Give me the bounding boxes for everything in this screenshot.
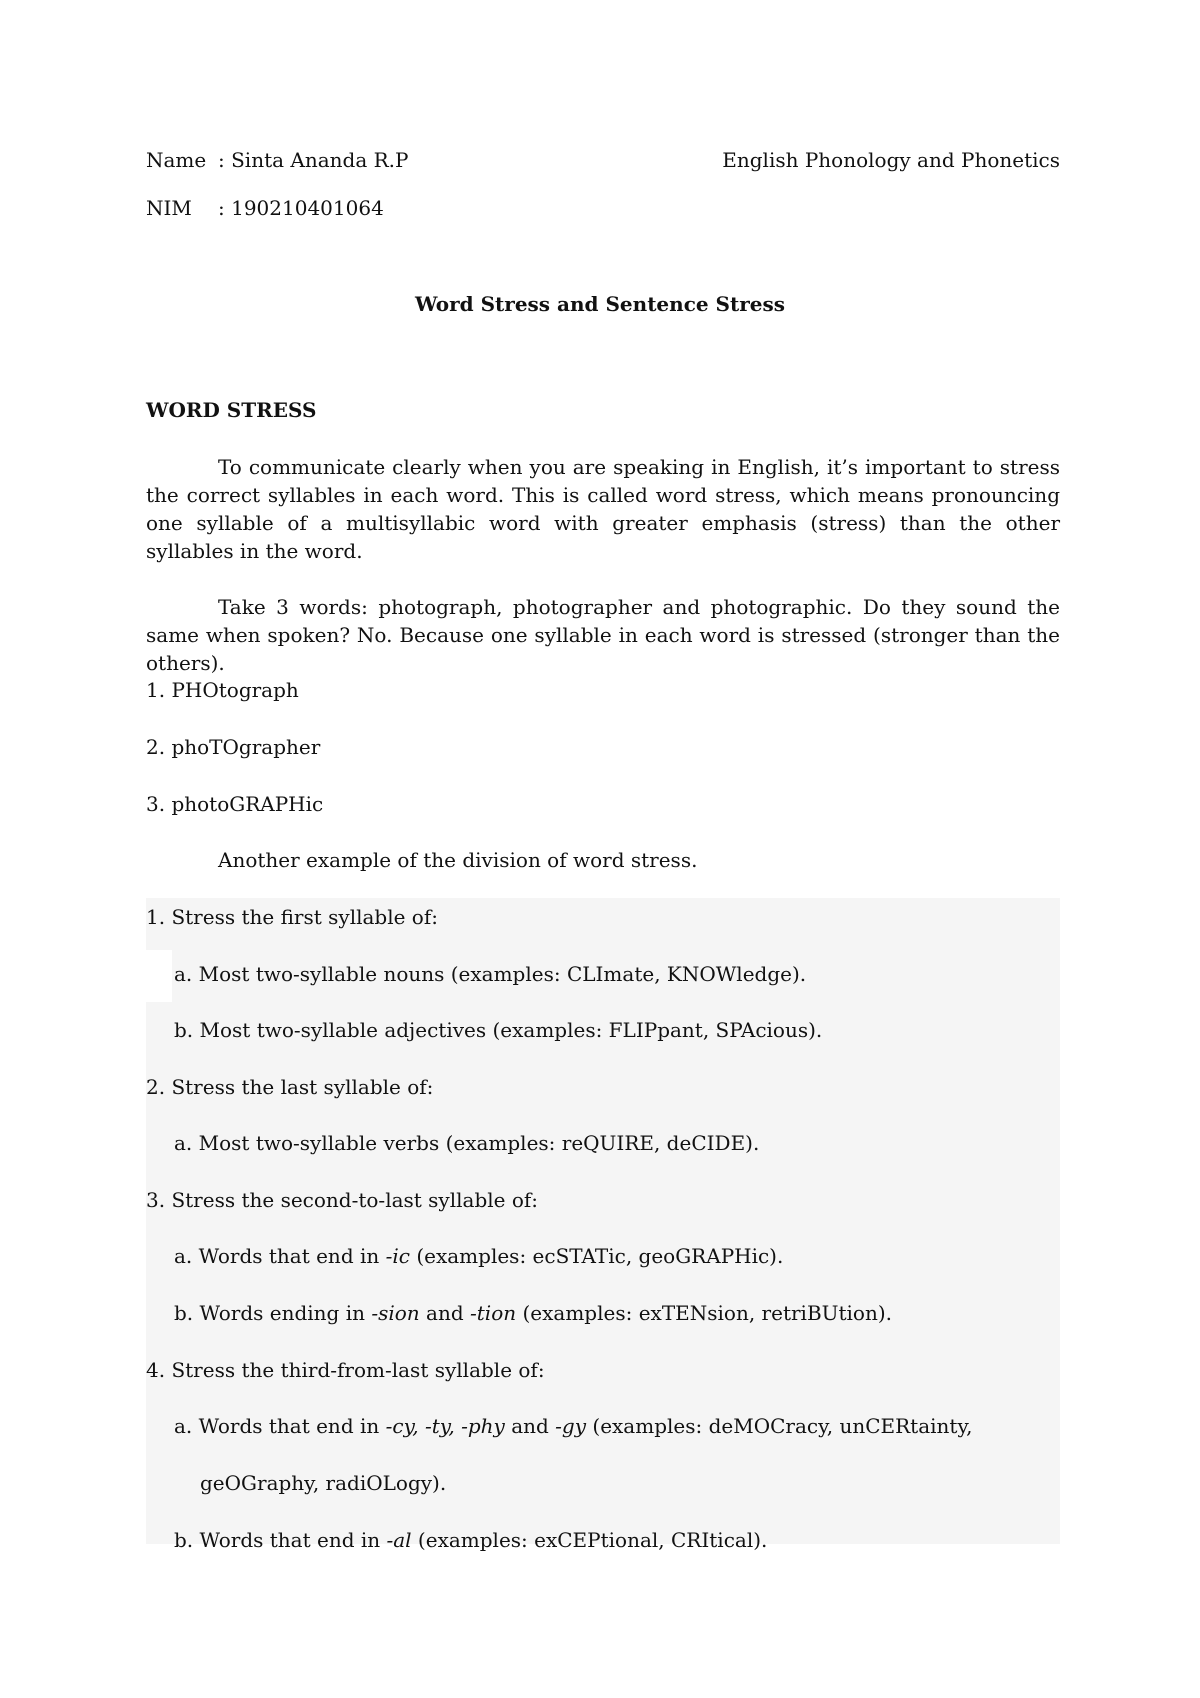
nim-line (146, 194, 384, 222)
name-value: : Sinta Ananda R.P (218, 148, 409, 172)
paragraph-1-text: To communicate clearly when you are speaking in English, it’s important to stress the correct syllables in each word. This is called word stress, which means pronouncing one syllable of a multisyllabic word with greater emphasis (stress) than the other syllables in the word. (146, 455, 1060, 563)
name-label: Name (146, 148, 207, 172)
rule-4b-text: b. Words that end in (174, 1528, 387, 1552)
rule-4b-suffix: -al (386, 1528, 412, 1552)
rule-4a-suffix-2: -gy (555, 1414, 587, 1438)
rule-1a: a. Most two-syllable nouns (examples: CLImate, KNOWledge). (174, 962, 807, 986)
nim-value: : 190210401064 (218, 196, 384, 220)
rule-4: 4. Stress the third-from-last syllable of: (146, 1358, 545, 1382)
rule-4a-examples: (examples: deMOCracy, unCERtainty, (586, 1414, 973, 1438)
rule-3b (174, 1299, 892, 1327)
name-line (146, 146, 409, 174)
rule-3a-text: a. Words that end in (174, 1244, 386, 1268)
rule-2a: a. Most two-syllable verbs (examples: reQUIRE, deCIDE). (174, 1131, 760, 1155)
rule-3b-text: b. Words ending in (174, 1301, 372, 1325)
rule-4a (174, 1412, 972, 1440)
rule-4b (174, 1526, 767, 1554)
example-item-1: 1. PHOtograph (146, 678, 299, 702)
example-item-2: 2. phoTOgrapher (146, 735, 321, 759)
rule-3: 3. Stress the second-to-last syllable of: (146, 1188, 539, 1212)
rule-3a-suffix: -ic (385, 1244, 410, 1268)
course-name: English Phonology and Phonetics (722, 148, 1060, 172)
nim-label: NIM (146, 196, 192, 220)
rule-4a-and: and (504, 1414, 556, 1438)
rule-4a-suffix-1: -cy, -ty, -phy (385, 1414, 505, 1438)
rule-3b-and: and (419, 1301, 471, 1325)
rule-3b-examples: (examples: exTENsion, retriBUtion). (516, 1301, 893, 1325)
shade-notch-1 (146, 950, 172, 1002)
rule-1: 1. Stress the first syllable of: (146, 905, 438, 929)
rule-4a-continuation: geOGraphy, radiOLogy). (200, 1471, 447, 1495)
rule-1b: b. Most two-syllable adjectives (examples: FLIPpant, SPAcious). (174, 1018, 823, 1042)
section-heading: WORD STRESS (146, 398, 317, 422)
rule-4a-text: a. Words that end in (174, 1414, 386, 1438)
paragraph-2 (146, 593, 1060, 677)
document-title: Word Stress and Sentence Stress (414, 292, 786, 316)
rule-3a (174, 1242, 783, 1270)
rules-shaded-block (146, 898, 1060, 1544)
rule-3b-suffix-2: -tion (470, 1301, 517, 1325)
another-example-line: Another example of the division of word stress. (218, 848, 698, 872)
rule-4b-examples: (examples: exCEPtional, CRItical). (411, 1528, 768, 1552)
rule-3b-suffix-1: -sion (371, 1301, 420, 1325)
rule-3a-examples: (examples: ecSTATic, geoGRAPHic). (409, 1244, 784, 1268)
example-item-3: 3. photoGRAPHic (146, 792, 324, 816)
rule-2: 2. Stress the last syllable of: (146, 1075, 434, 1099)
paragraph-2-text: Take 3 words: photograph, photographer and photographic. Do they sound the same when spoken? No. Because one syllable in each word is stressed (stronger than the others). (146, 595, 1060, 675)
paragraph-1 (146, 453, 1060, 565)
